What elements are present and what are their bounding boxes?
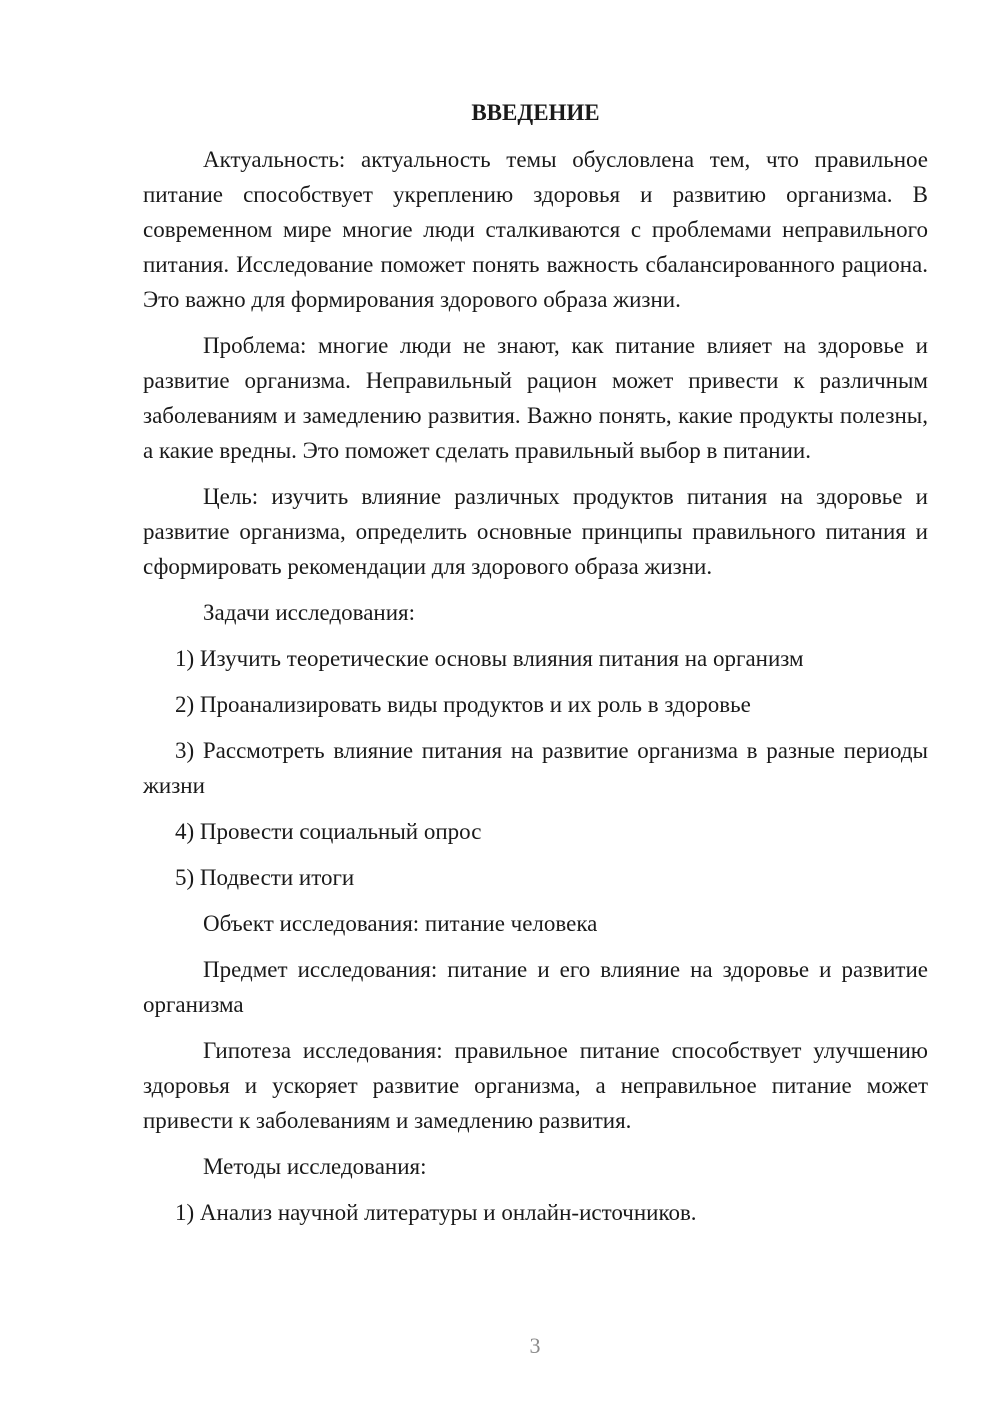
list-item-task-4: 4) Провести социальный опрос <box>175 819 482 844</box>
paragraph-methods-heading: Методы исследования: <box>203 1154 427 1179</box>
list-item-task-1: 1) Изучить теоретические основы влияния питания на организм <box>175 646 804 671</box>
paragraph-tasks-heading: Задачи исследования: <box>203 600 416 625</box>
page-title: ВВЕДЕНИЕ <box>471 100 600 125</box>
paragraph-relevance: Актуальность: актуальность темы обусловлена тем, что правильное питание способствует укреплению здоровья и развитию организма. В современном мире многие люди сталкиваются с проблемами неправильного питания. Исследование поможет понять важность сбалансированного рациона. Это важно для формирования здорового образа жизни. <box>143 147 928 312</box>
page-number: 3 <box>529 1333 541 1358</box>
paragraph-subject: Предмет исследования: питание и его влияние на здоровье и развитие организма <box>143 957 928 1017</box>
list-item-task-5: 5) Подвести итоги <box>175 865 355 890</box>
list-item-task-3: 3) Рассмотреть влияние питания на развитие организма в разные периоды жизни <box>143 738 928 798</box>
paragraph-object: Объект исследования: питание человека <box>203 911 598 936</box>
paragraph-goal: Цель: изучить влияние различных продуктов питания на здоровье и развитие организма, определить основные принципы правильного питания и сформировать рекомендации для здорового образа жизни. <box>143 484 928 579</box>
list-item-method-1: 1) Анализ научной литературы и онлайн-источников. <box>175 1200 697 1225</box>
document-page <box>143 95 928 1241</box>
list-item-task-2: 2) Проанализировать виды продуктов и их роль в здоровье <box>175 692 751 717</box>
paragraph-hypothesis: Гипотеза исследования: правильное питание способствует улучшению здоровья и ускоряет развитие организма, а неправильное питание может привести к заболеваниям и замедлению развития. <box>143 1038 928 1133</box>
paragraph-problem: Проблема: многие люди не знают, как питание влияет на здоровье и развитие организма. Неправильный рацион может привести к различным заболеваниям и замедлению развития. Важно понять, какие продукты полезны, а какие вредны. Это поможет сделать правильный выбор в питании. <box>143 333 928 463</box>
